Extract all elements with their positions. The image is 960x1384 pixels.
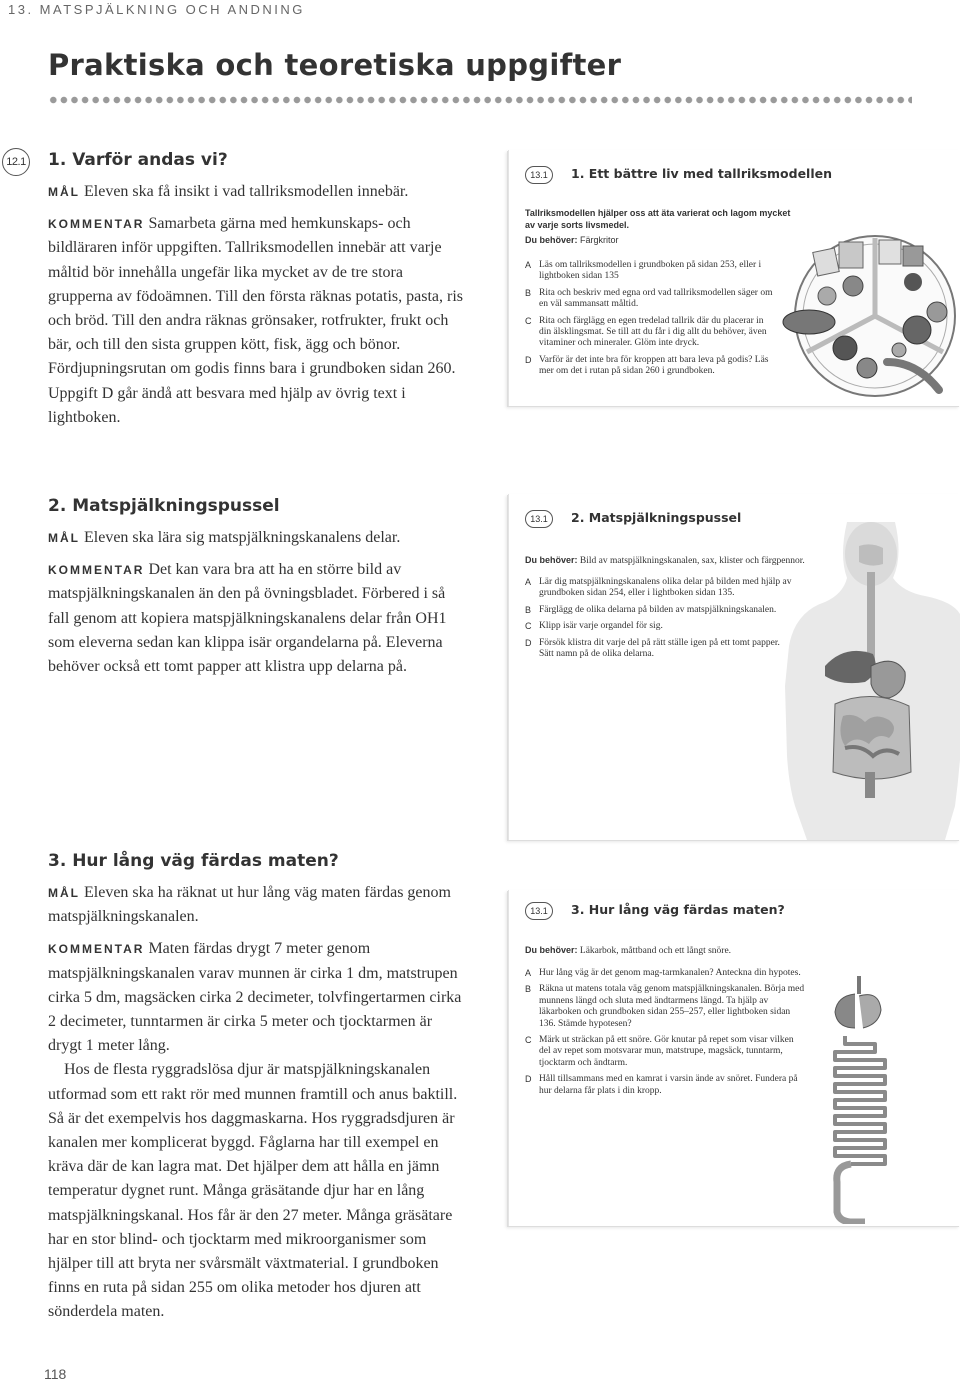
task-3-heading: 3. Hur lång väg färdas maten?	[48, 851, 339, 871]
goal-text: Eleven ska lära sig matspjälkningskanalens delar.	[84, 529, 401, 546]
worksheet-needs: Du behöver: Bild av matspjälkningskanalen, sax, klister och färgpennor.	[525, 555, 805, 566]
worksheet-badge: 13.1	[525, 166, 553, 184]
goal-label: MÅL	[48, 185, 80, 199]
worksheet-needs: Du behöver: Färgkritor	[525, 235, 619, 245]
list-item: D Håll tillsammans med en kamrat i varsin ände av snöret. Fundera på hur delarna får plats i din kropp.	[525, 1074, 798, 1096]
worksheet-list	[525, 260, 775, 383]
worksheet-list	[525, 577, 793, 665]
worksheet-list	[525, 968, 807, 1102]
comment-text: Maten färdas drygt 7 meter genom matspjälkningskanalen varav munnen är cirka 1 dm, matstrupen cirka 5 dm, magsäcken cirka 2 decimeter, tolvfingertarmen cirka 2 decimeter, tunntarmen är cirka 5 meter och tjocktarmen är drygt 1 meter lång.	[48, 940, 462, 1055]
chapter-heading: 13. MATSPJÄLKNING OCH ANDNING	[8, 2, 305, 17]
goal-label: MÅL	[48, 531, 80, 545]
worksheet-needs: Du behöver: Läkarbok, måttband och ett långt snöre.	[525, 945, 732, 956]
task-1-comment	[48, 212, 468, 357]
comment-label: KOMMENTAR	[48, 217, 145, 232]
comment-label: KOMMENTAR	[48, 942, 145, 957]
task-1-extra: Fördjupningsrutan om godis finns bara i grundboken sidan 260. Uppgift D går ändå att besvara med hjälp av övrig text i lightboken.	[48, 360, 456, 426]
task-2-comment	[48, 558, 468, 679]
list-item: C Klipp isär varje organdel för sig.	[525, 621, 663, 632]
worksheet-3	[508, 890, 960, 1226]
task-1	[48, 150, 468, 430]
plate-model-illustration	[767, 212, 960, 406]
task-1-heading: 1. Varför andas vi?	[48, 150, 228, 170]
task-2-heading: 2. Matspjälkningspussel	[48, 496, 280, 516]
list-item: A Hur lång väg är det genom mag-tarmkanalen? Anteckna din hypotes.	[525, 968, 801, 978]
section-badge: 12.1	[2, 148, 30, 176]
task-1-goal	[48, 180, 468, 204]
worksheet-title: 2. Matspjälkningspussel	[571, 510, 742, 525]
worksheet-badge: 13.1	[525, 510, 553, 528]
list-item: B Färglägg de olika delarna på bilden av matspjälkningskanalen.	[525, 604, 777, 615]
list-item: C Märk ut sträckan på ett snöre. Gör knutar på repet som visar vilken del av repet som motsvarar mun, matstrupe, magsäck, tunntarm, tjocktarm och ändtarm.	[525, 1035, 794, 1068]
list-item: B Räkna ut matens totala väg genom matspjälkningskanalen. Börja med munnens längd och sluta med ändtarmens längd. Ta hjälp av läkarboken och grundboken sidan 255–257, eller lightboken sidan 136. Stämde hypotesen?	[525, 984, 805, 1029]
worksheet-1	[508, 150, 960, 406]
worksheet-2	[508, 494, 960, 840]
list-item: D Varför är det inte bra för kroppen att bara leva på godis? Läs mer om det i rutan på sidan 260 i grundboken.	[525, 354, 769, 377]
comment-text: Det kan vara bra att ha en större bild av matspjälkningskanalen än den på övningsbladet. Förbered i så fall genom att kopiera matspjälkningskanalens delar från OH1 som eleverna sedan kan klippa isär organdelarna på. Eleverna behöver också ett tomt papper att klistra upp delarna på.	[48, 561, 447, 676]
worksheet-title: 1. Ett bättre liv med tallriksmodellen	[571, 166, 833, 181]
task-3-comment	[48, 937, 468, 1058]
dotted-divider	[48, 94, 912, 106]
page-title: Praktiska och teoretiska uppgifter	[48, 48, 622, 82]
goal-text: Eleven ska ha räknat ut hur lång väg maten färdas genom matspjälkningskanalen.	[48, 884, 451, 926]
worksheet-intro: Tallriksmodellen hjälper oss att äta varierat och lagom mycket av varje sorts livsmedel.	[525, 208, 791, 230]
task-2-goal	[48, 526, 468, 550]
digestive-system-illustration	[785, 516, 960, 840]
task-3-goal	[48, 881, 468, 929]
comment-label: KOMMENTAR	[48, 563, 145, 578]
goal-text: Eleven ska få insikt i vad tallriksmodellen innebär.	[84, 183, 409, 200]
list-item: C Rita och färglägg en egen tredelad tallrik där du placerar in din älsklingsmat. Se till att du får i dig allt du behöver, även vitaminer och mineraler. Glöm inte dryck.	[525, 315, 767, 349]
comment-text: Samarbeta gärna med hemkunskaps- och bildläraren inför uppgiften. Tallriksmodellen innebär att varje måltid bör innehålla ungefär lika mycket av de tre stora grupperna av födoämnen. Till den första räknas potatis, pasta, ris och bröd. Till den andra räknas grönsaker, rotfrukter, frukt och bär, och till den sista gruppen kött, fisk, ägg och bönor.	[48, 215, 464, 354]
list-item: B Rita och beskriv med egna ord vad tallriksmodellen säger om en väl sammansatt måltid.	[525, 287, 773, 310]
list-item: A Lär dig matspjälkningskanalens olika delar på bilden med hjälp av grundboken sidan 254, eller i lightboken sidan 135.	[525, 577, 792, 599]
worksheet-badge: 13.1	[525, 902, 553, 920]
task-3-paragraph: Hos de flesta ryggradslösa djur är matspjälkningskanalen utformad som ett rakt rör med munnen framtill och anus baktill. Så är det exempelvis hos daggmaskarna. Hos ryggradsdjuren är kanalen mer komplicerat byggd. Fåglarna har till exempel en kräva där de kan lagra mat. Det hjälper dem att hålla en jämn temperatur dygnet runt. Många gräsätande djur har en lång matspjälkningskanal. Hos får är den 27 meter. Många gräsätare har en stor blind- och tjocktarm med mikroorganismer som hjälper till att bryta ner svårsmält växtmaterial. I grundboken finns en ruta på sidan 255 om olika metoder hos djuren att sönderdela maten.	[48, 1061, 458, 1321]
page-number: 118	[44, 1366, 67, 1382]
task-2	[48, 496, 468, 679]
list-item: D Försök klistra dit varje del på rätt ställe igen på ett tomt papper. Sätt namn på de olika delarna.	[525, 637, 780, 660]
list-item: A Läs om tallriksmodellen i grundboken på sidan 253, eller i lightboken sidan 135	[525, 260, 762, 282]
intestine-illustration	[815, 972, 959, 1224]
goal-label: MÅL	[48, 886, 80, 900]
task-3	[48, 851, 468, 1325]
worksheet-title: 3. Hur lång väg färdas maten?	[571, 902, 785, 917]
